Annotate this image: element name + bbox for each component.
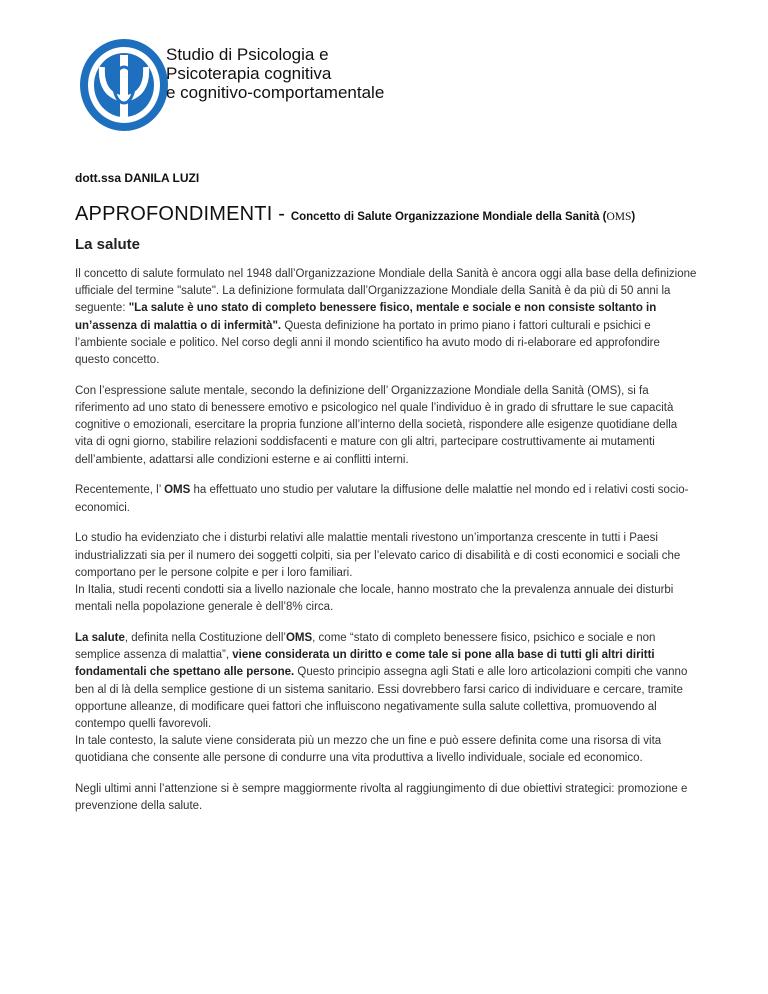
psi-symbol-logo-icon — [78, 37, 170, 133]
p1-definition: "La salute è uno stato di completo benessere fisico, mentale e sociale e non consiste soltanto in un’assenza di malattia o di infermità". — [75, 302, 657, 332]
p5-text-d: , come “stato di completo benessere fisico, psichico e sociale e non semplice assenza di malattia”, — [75, 632, 656, 662]
p3-oms: OMS — [164, 484, 191, 497]
section-heading: La salute — [75, 236, 141, 253]
title-close: ) — [631, 211, 636, 223]
p5-diritto: viene considerata un diritto e come tale si pone alla base di tutti gli altri diritti fondamentali che spettano alle persone. — [75, 649, 655, 679]
p5-oms: OMS — [285, 632, 313, 645]
p1-text-a: Il concetto di salute formulato nel 1948 dall’Organizzazione Mondiale della Sanità è ancora oggi alla base della definizione ufficiale del termine "salute". La definizione formulata dall’Organizzazione Mondiale della Sanità è da più di 50 anni la seguente: — [75, 268, 697, 315]
paragraph-5 — [75, 630, 697, 768]
p5-text-f: Questo principio assegna agli Stati e alle loro articolazioni compiti che vanno ben al di là della semplice gestione di un sistema sanitario. Essi dovrebbero farsi carico di individuare e cercare, tramite opportune alleanze, di modificare quei fattori che influiscono negativamente sulla salute collettiva, promuovendo al contempo quelli favorevoli. — [75, 666, 688, 731]
page-title — [75, 203, 635, 226]
p4-text-a: Lo studio ha evidenziato che i disturbi relativi alle malattie mentali rivestono un’importanza crescente in tutti i Paesi industrializzati sia per il numero dei soggetti colpiti, sia per l’elevato carico di disabilità e di costi economici e sociali che comportano per le persone colpite e per i loro familiari. — [75, 532, 681, 579]
paragraph-3 — [75, 482, 697, 516]
paragraph-1 — [75, 266, 697, 369]
paragraph-4 — [75, 530, 697, 616]
logo-text — [166, 45, 384, 102]
author-name: dott.ssa DANILA LUZI — [75, 171, 200, 185]
p3-text-c: ha effettuato uno studio per valutare la diffusione delle malattie nel mondo ed i relativi costi socio-economici. — [75, 484, 689, 514]
p3-text-a: Recentemente, l’ — [75, 484, 165, 497]
p5-la-salute: La salute — [75, 632, 125, 645]
p4-text-b: In Italia, studi recenti condotti sia a livello nazionale che locale, hanno mostrato che la prevalenza annuale dei disturbi mentali nella popolazione generale è dell’8% circa. — [75, 584, 674, 614]
title-oms: OMS — [606, 211, 632, 223]
logo-line-1: Studio di Psicologia e — [166, 45, 329, 64]
logo-line-2: Psicoterapia cognitiva — [166, 64, 332, 83]
p5-text-b: , definita nella Costituzione dell’ — [124, 632, 286, 645]
p1-text-c: Questa definizione ha portato in primo piano i fattori culturali e psichici e l’ambiente sociale e politico. Nel corso degli anni il mondo scientifico ha avuto modo di ri-elaborare ed approfondire questo concetto. — [75, 319, 660, 367]
paragraph-2: Con l’espressione salute mentale, secondo la definizione dell’ Organizzazione Mondiale della Sanità (OMS), si fa riferimento ad uno stato di benessere emotivo e psicologico nel quale l’individuo è in grado di sfruttare le sue capacità cognitive o emozionali, esercitare la propria funzione all’interno della società, rispondere alle esigenze quotidiane della vita di ogni giorno, stabilire relazioni soddisfacenti e mature con gli altri, partecipare costruttivamente ai mutamenti dell’ambiente, adattarsi alle condizioni esterne e ai conflitti interni. — [75, 384, 678, 466]
paragraph-6: Negli ultimi anni l’attenzione si è sempre maggiormente rivolta al raggiungimento di due obiettivi strategici: promozione e prevenzione della salute. — [75, 783, 688, 813]
title-subtitle: Concetto di Salute Organizzazione Mondiale della Sanità ( — [290, 211, 607, 223]
title-main: APPROFONDIMENTI - — [75, 203, 291, 225]
article-body — [75, 266, 697, 829]
p5-text-g: In tale contesto, la salute viene considerata più un mezzo che un fine e può essere definita come una risorsa di vita quotidiana che consente alle persone di condurre una vita produttiva a livello individuale, sociale ed economico. — [75, 735, 662, 765]
logo-line-3: e cognitivo-comportamentale — [166, 83, 385, 102]
